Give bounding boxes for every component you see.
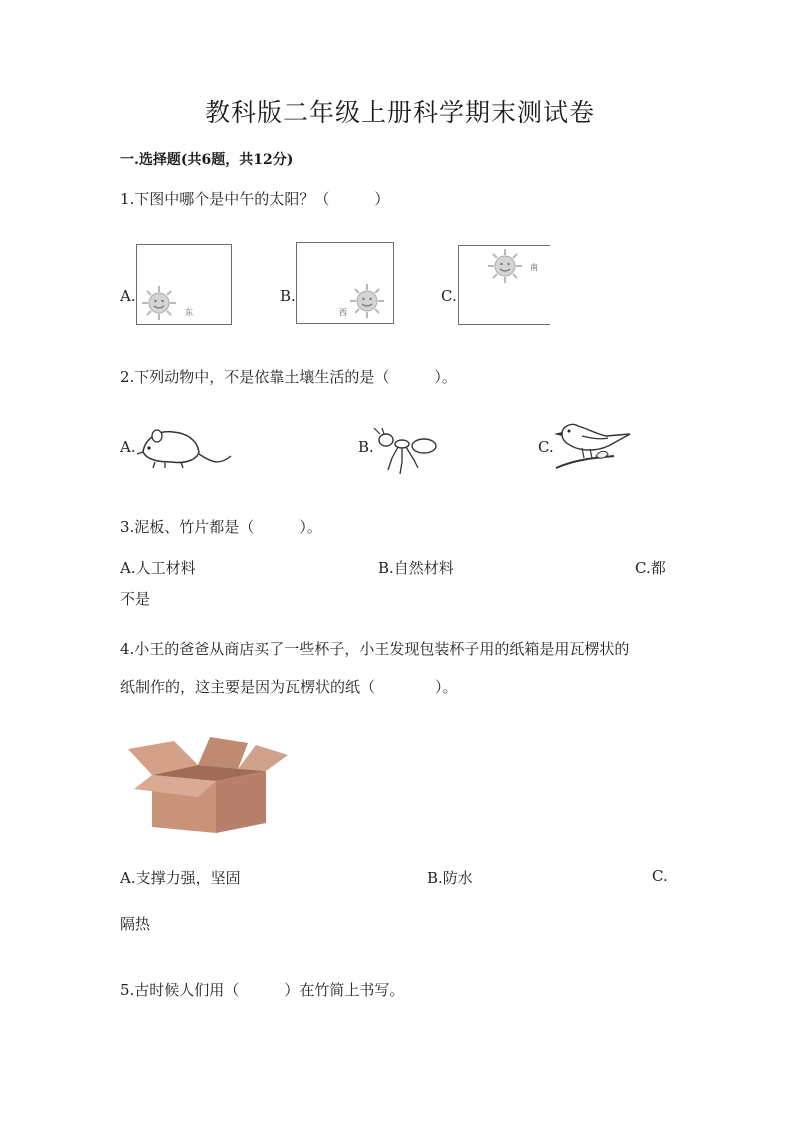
direction-label: 东 (185, 308, 193, 317)
q1-option-b-label: B. (280, 287, 296, 305)
q3-option-c[interactable]: C.都 (635, 559, 666, 577)
question-2: 2.下列动物中，不是依靠土壤生活的是（ ）。 (120, 368, 457, 386)
q4-option-c[interactable]: C. (652, 867, 668, 885)
sun-high-icon (487, 248, 523, 284)
q4-option-b[interactable]: B.防水 (427, 869, 473, 887)
q2-option-c-label: C. (538, 438, 554, 456)
q2-option-b-label: B. (358, 438, 374, 456)
q1-option-c-picture[interactable] (458, 245, 550, 325)
question-4-line-2: 纸制作的，这主要是因为瓦楞状的纸（ ）。 (120, 678, 458, 696)
q3-option-b[interactable]: B.自然材料 (378, 559, 454, 577)
q1-option-c-label: C. (441, 287, 457, 305)
q1-option-a-label: A. (120, 287, 136, 305)
question-3: 3.泥板、竹片都是（ ）。 (120, 518, 322, 536)
sun-low-left-icon (141, 285, 177, 321)
ant-icon[interactable] (372, 428, 442, 476)
question-4-line-1: 4.小王的爸爸从商店买了一些杯子，小王发现包装杯子用的纸箱是用瓦楞状的 (120, 640, 630, 658)
mouse-icon[interactable] (135, 422, 235, 472)
q4-option-c-wrap: 隔热 (120, 915, 151, 933)
q2-option-a-label: A. (120, 438, 136, 456)
q3-option-a[interactable]: A.人工材料 (120, 559, 196, 577)
q4-option-a[interactable]: A.支撑力强，坚固 (120, 869, 241, 887)
direction-label: 南 (530, 263, 538, 272)
bird-icon[interactable] (552, 416, 634, 474)
page-title: 教科版二年级上册科学期末测试卷 (204, 98, 595, 127)
question-5: 5.古时候人们用（ ）在竹简上书写。 (120, 981, 405, 999)
sun-low-right-icon (349, 283, 385, 319)
direction-label: 西 (339, 308, 347, 317)
cardboard-box-icon (128, 735, 290, 835)
q1-option-a-picture[interactable] (136, 244, 232, 325)
question-1: 1.下图中哪个是中午的太阳？（ ） (120, 190, 390, 208)
q3-option-c-wrap: 不是 (120, 590, 151, 608)
q1-option-b-picture[interactable] (296, 242, 394, 324)
section-heading: 一.选择题(共6题，共12分) (120, 152, 294, 168)
